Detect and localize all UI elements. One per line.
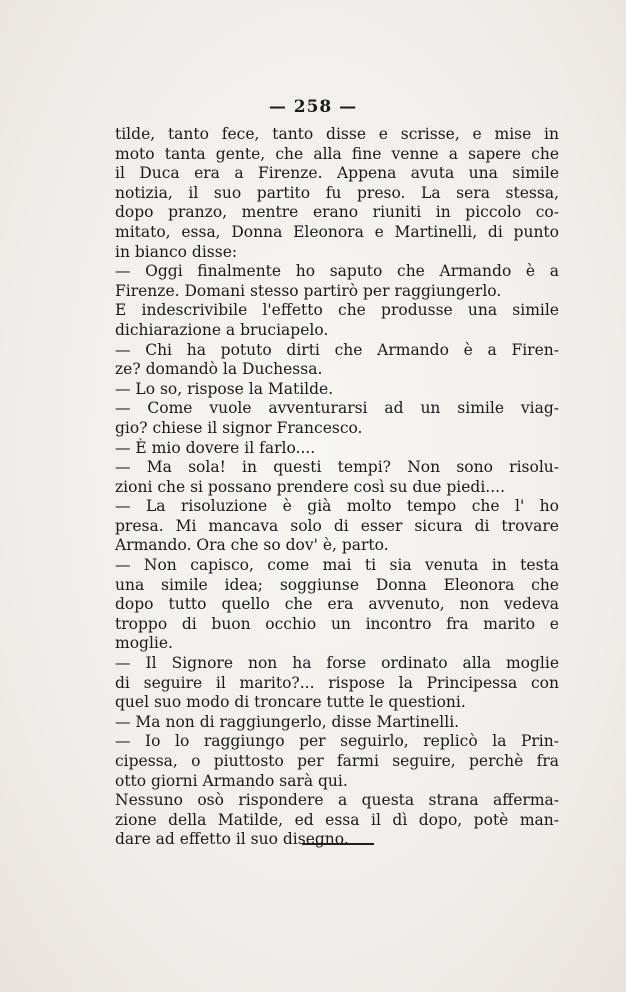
text-line: — Non capisco, come mai ti sia venuta in testa [115, 556, 559, 575]
text-line: cipessa, o piuttosto per farmi seguire, perchè fra [115, 752, 559, 770]
text-line: — La risoluzione è già molto tempo che l' ho [115, 497, 559, 516]
text-line: — Ma sola! in questi tempi? Non sono risolu- [115, 458, 559, 477]
text-line: tilde, tanto fece, tanto disse e scrisse, e mise in [115, 125, 559, 143]
text-line: — Ma non di raggiungerlo, disse Martinelli. [115, 712, 460, 731]
end-rule [302, 843, 374, 845]
text-line: quel suo modo di troncare tutte le questioni. [115, 693, 466, 712]
text-line: dichiarazione a bruciapelo. [115, 320, 329, 339]
text-line: dare ad effetto il suo disegno. [115, 830, 349, 849]
text-line: troppo di buon occhio un incontro fra marito e [115, 614, 559, 633]
text-line: notizia, il suo partito fu preso. La sera stessa, [115, 183, 559, 202]
text-line: il Duca era a Firenze. Appena avuta una simile [115, 164, 559, 183]
text-line: otto giorni Armando sarà qui. [115, 771, 348, 790]
text-line: mitato, essa, Donna Eleonora e Martinelli, di punto [115, 222, 559, 241]
text-line: — Chi ha potuto dirti che Armando è a Firen- [115, 340, 559, 359]
text-line: moglie. [115, 634, 173, 653]
text-line: zioni che si possano prendere così su due piedi.... [115, 477, 506, 496]
text-line: di seguire il marito?... rispose la Principessa con [115, 673, 559, 692]
text-line: moto tanta gente, che alla fine venne a sapere che [115, 144, 559, 163]
text-line: dopo pranzo, mentre erano riuniti in piccolo co- [115, 203, 559, 222]
text-line: dopo tutto quello che era avvenuto, non vedeva [115, 595, 559, 614]
text-line: — Oggi finalmente ho saputo che Armando è a [115, 262, 559, 281]
text-line: — Il Signore non ha forse ordinato alla moglie [115, 654, 559, 673]
body-text [115, 125, 559, 850]
text-line: una simile idea; soggiunse Donna Eleonora che [115, 575, 559, 594]
page-number: — 258 — [268, 97, 358, 117]
text-line: — Io lo raggiungo per seguirlo, replicò la Prin- [115, 732, 559, 751]
text-line: Armando. Ora che so dov' è, parto. [115, 536, 389, 555]
text-line: — Come vuole avventurarsi ad un simile viag- [115, 399, 559, 418]
text-line: ze? domandò la Duchessa. [115, 360, 323, 379]
text-line: — Lo so, rispose la Matilde. [115, 379, 334, 398]
text-line: zione della Matilde, ed essa il dì dopo, potè man- [115, 810, 559, 829]
text-line: Nessuno osò rispondere a questa strana afferma- [115, 791, 559, 810]
text-line: E indescrivibile l'effetto che produsse una simile [115, 301, 559, 320]
text-line: — È mio dovere il farlo.... [115, 438, 316, 457]
text-line: in bianco disse: [115, 242, 238, 261]
text-line: presa. Mi mancava solo di esser sicura di trovare [115, 516, 559, 535]
text-line: gio? chiese il signor Francesco. [115, 418, 363, 437]
text-line: Firenze. Domani stesso partirò per raggiungerlo. [115, 281, 502, 300]
